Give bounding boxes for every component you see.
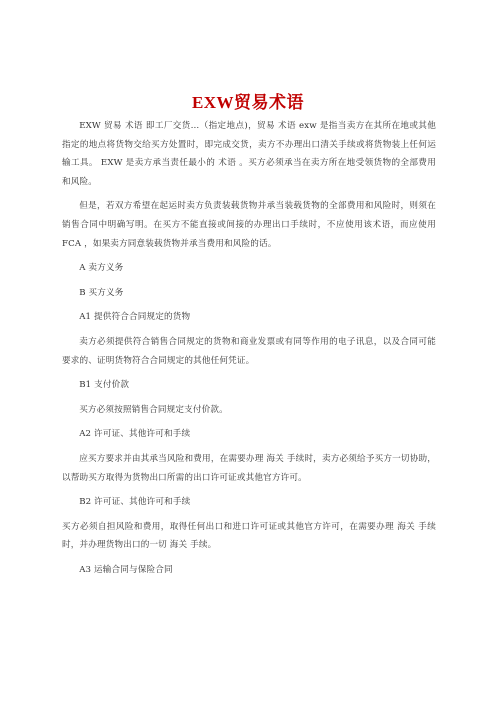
section-heading-b: B 买方义务 (79, 287, 124, 298)
section-heading-a1: A1 提供符合合同规定的货物 (79, 312, 191, 323)
section-body-b1: 买方必须按照销售合同规定支付价款。 (79, 404, 228, 415)
section-body-a1: 卖方必须提供符合销售合同规定的货物和商业发票或有同等作用的电子讯息，以及合同可能要求的、证明货物符合合同规定的其他任何凭证。 (62, 336, 436, 366)
intro-paragraph-1: EXW 贸易 术语 即工厂交货…（指定地点)，贸易 术语 exw 是指当卖方在其所在地或其他指定的地点将货物交给买方处置时，即完成交货，卖方不办理出口清关手续或将货物装上任何运输工具。 EXW 是卖方承当责任最小的 术语 。买方必须承当在卖方所在地受领货物的全部费用和风险。 (62, 121, 436, 187)
section-heading-b1: B1 支付价款 (79, 380, 130, 391)
section-heading-a: A 卖方义务 (79, 263, 124, 274)
section-heading-a3: A3 运输合同与保险合同 (79, 564, 173, 575)
document-title: EXW贸易术语 (191, 93, 305, 112)
section-body-b2: 买方必须自担风险和费用，取得任何出口和进口许可证或其他官方许可，在需要办理 海关 手续时，并办理货物出口的一切 海关 手续。 (62, 521, 436, 551)
intro-paragraph-2: 但是，若双方希望在起运时卖方负责装载货物并承当装载货物的全部费用和风险时，则须在销售合同中明确写明。在买方不能直接或间接的办理出口手续时，不应使用该术语，而应使用 FCA ，如果卖方同意装载货物并承当费用和风险的话。 (62, 201, 436, 249)
section-heading-a2: A2 许可证、其他许可和手续 (79, 429, 191, 440)
section-body-a2: 应买方要求并由其承当风险和费用，在需要办理 海关 手续时，卖方必须给予买方一切协助，以帮助买方取得为货物出口所需的出口许可证或其他官方许可。 (62, 453, 436, 483)
document-body (62, 117, 436, 585)
section-heading-b2: B2 许可证、其他许可和手续 (79, 497, 191, 508)
